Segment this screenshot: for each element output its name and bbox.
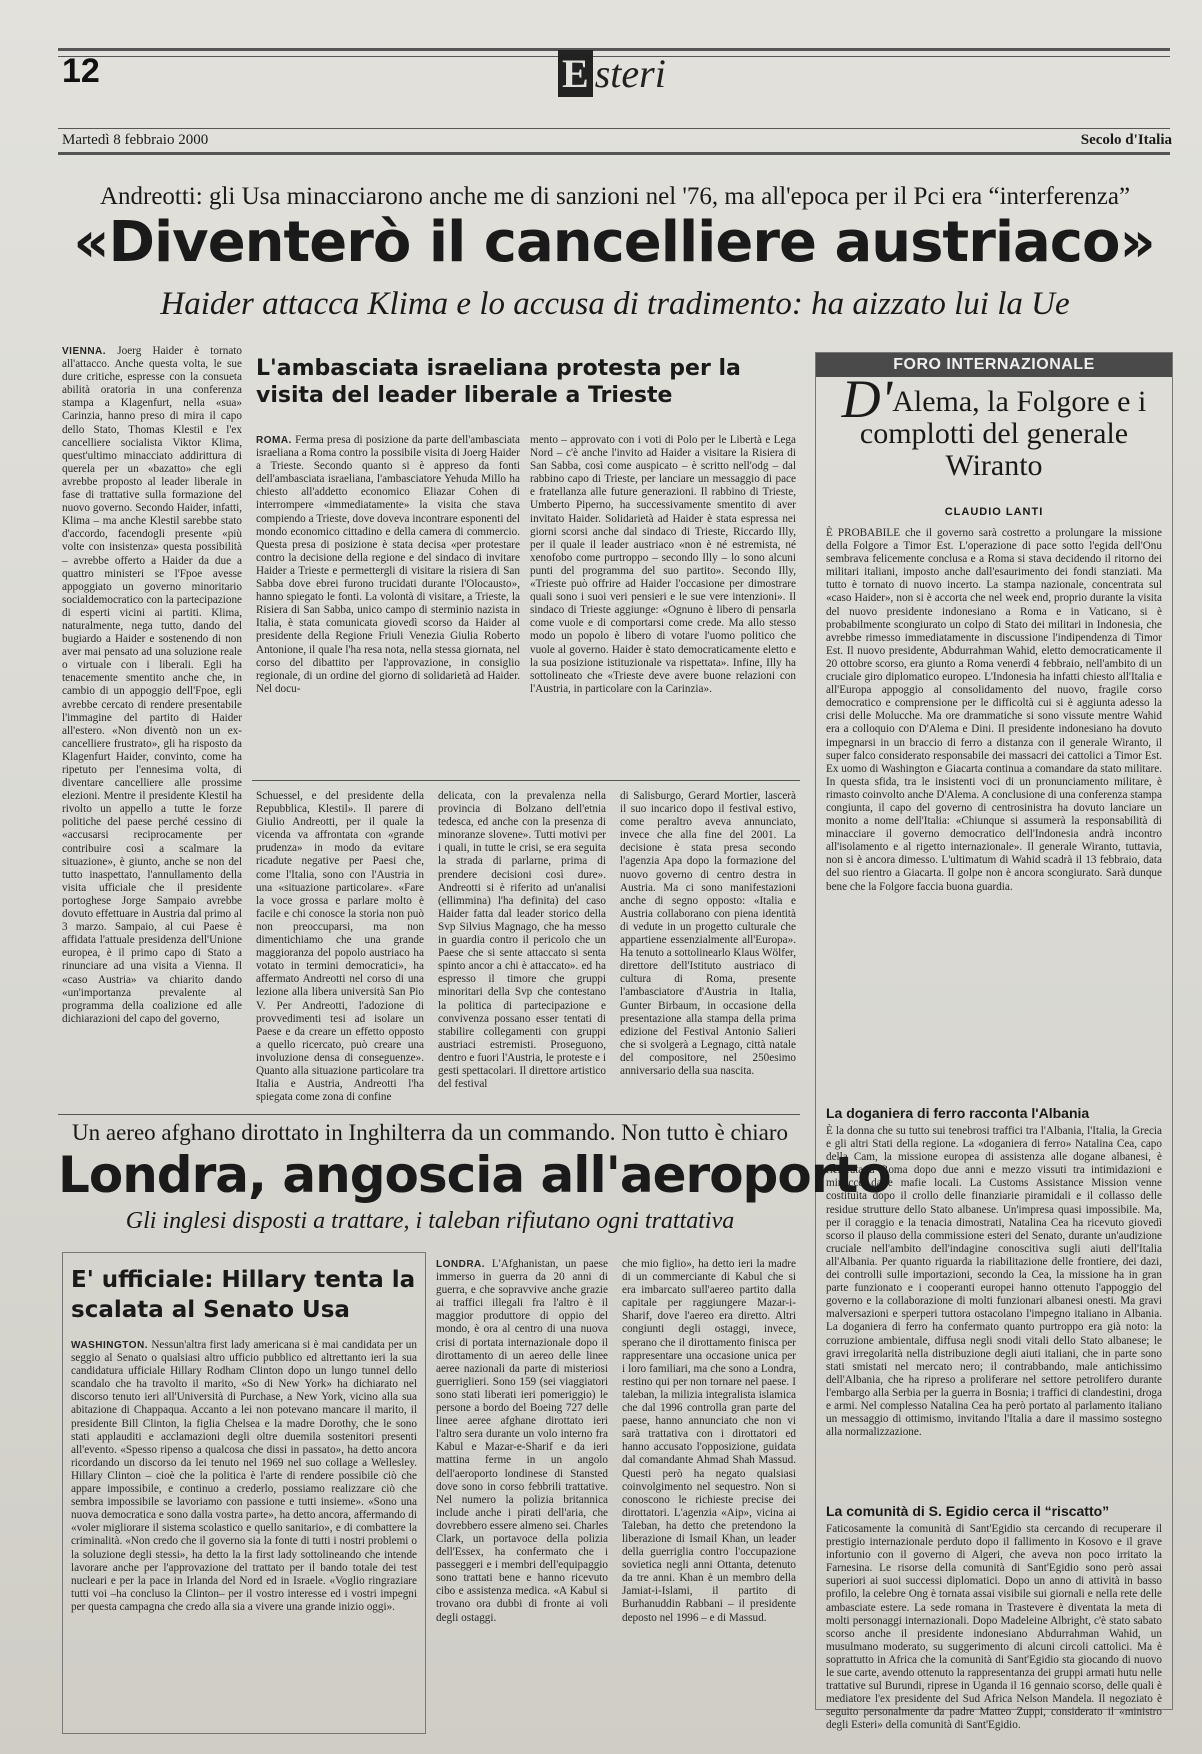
foro-label: FORO INTERNAZIONALE xyxy=(816,353,1172,377)
section-title xyxy=(558,50,666,97)
paper-name: Secolo d'Italia xyxy=(1080,132,1172,148)
londra-headline: Londra, angoscia all'aeroporto xyxy=(58,1146,891,1204)
issue-date: Martedì 8 febbraio 2000 xyxy=(62,132,209,148)
londra-kicker: Un aereo afghano dirottato in Inghilterra da un commando. Non tutto è chiaro xyxy=(72,1120,788,1145)
israel-col2-text: mento – approvato con i voti di Polo per le Libertà e Lega Nord – c'è anche l'invito ad Haider a visitare la Risiera di San Sabba, così come auspicato – è scritto nell'odg – dal rabbino capo di Trieste, per lanciare un messaggio di pace e fratellanza alle future generazioni. Il rabbino di Trieste, Umberto Piperno, ha successivamente smentito di aver invitato Haider. Solidarietà ad Haider è stata espressa nei giorni scorsi anche dal sindaco di Trieste, Riccardo Illy, per il quale il leader austriaco «non è né estremista, né xenofobo come purtroppo – secondo Illy – lo sono alcuni punti del programma del suo partito». Secondo Illy, «Trieste può offrire ad Haider l'occasione per dimostrare quali sono i suoi veri pensieri e le sue vere intenzioni». Il sindaco di Trieste aggiunge: «Ognuno è libero di pensarla come vuole e di comportarsi come crede. Ma allo stesso modo un popolo è libero di votare l'uomo politico che vuole al governo. Haider è stato democraticamente eletto e la sua posizione istituzionale va rispettata». Infine, Illy ha sottolineato che «Trieste deve avere buone relazioni con l'Austria, in particolare con la Carinzia». xyxy=(530,434,796,695)
hillary-text: Nessun'altra first lady americana si è mai candidata per un seggio al Senato o qualsiasi altro ufficio pubblico ed altrettanto ieri la sua candidatura ufficiale Hillary Rodham Clinton dopo un lungo tunnel dello scandalo che ha travolto il marito, «So di New York» ha dichiarato nel discorso tenuto ieri all'Università di Purchase, a New York, vicino alla sua abitazione di Chappaqua. Accanto a lei non potevano mancare il marito, il presidente Bill Clinton, la figlia Chelsea e la madre Dorothy, che le sono stati applauditi e acclamazioni degli oltre duemila sostenitori presenti all'evento. «Spesso ripenso a qualcosa che dissi in passato», ha detto ancora ricordando un discorso da lei tenuto nel 1969 nel suo collage a Wellesley. Hillary Clinton – cioè che la politica è l'arte di rendere possibile ciò che appare impossibile, e continuo a crederlo, possiamo realizzare ciò che sembra impossibile se lavoriamo con passione e tutti insieme». «Sono una nuova democratica e sono dalla vostra parte», ha detto ancora, affermando di «voler migliorare il sistema scolastico e quello sanitario», e di combattere la criminalità. «Non credo che il governo sia la fonte di tutti i nostri problemi o la soluzione degli stessi», ha detto la la first lady sottolineando che intende lavorare anche per l'approvazione del trattato per il bando totale dei test nucleari e per la pace in Irlanda del Nord ed in Israele. «Voglio ringraziare tutti voi –ha concluso la Clinton– per il vostro interesse ed i vostri impegni per questa campagna che credo alla sia a vivere una grande inizio oggi». xyxy=(71,1339,417,1613)
section-rest: steri xyxy=(594,51,666,96)
col1-text: Joerg Haider è tornato all'attacco. Anche questa volta, le sue dure critiche, espresse con la consueta abilità oratoria in una conferenza stampa a Klagenfurt, nella «sua» Carinzia, hanno preso di mira il capo dello Stato, Thomas Klestil e l'ex cancelliere socialista Viktor Klima, quest'ultimo minacciato addirittura di querela per un «bazatto» che egli avrebbe proposto al leader liberale in fase di trattative sulla formazione del nuovo governo. Secondo Haider, infatti, Klima – ma anche Klestil sarebbe stato d'accordo, facendogli presente «più volte con insistenza» questa possibilità – avrebbe offerto a Haider da due a quattro ministeri se l'Fpoe avesse appoggiato un governo minoritario socialdemocratico con la partecipazione di esperti vicini ai partiti. Klima, naturalmente, nega tutto, dando del bugiardo a Haider e sostenendo di non aver mai pensato ad una soluzione reale o virtuale con i liberali. Egli ha tenacemente smentito anche che, in cambio di un appoggio dell'Fpoe, egli avrebbe cercato di rendere presentabile l'immagine del partito di Haider all'estero. «Non diventò non un ex-cancelliere frustrato», gli ha risposto da Klagenfurt Haider, convinto, come ha ripetuto per l'ennesima volta, di diventare cancelliere alle prossime elezioni. Mentre il presidente Klestil ha rivolto un appello a tutte le forze politiche del paese perché cessino di «accusarsi reciprocamente per contribuire così a scalmare la situazione», è giunto, anche se non del tutto inaspettato, l'annullamento della visita ufficiale che il presidente portoghese Jorge Sampaio avrebbe dovuto effettuare in Austria dal primo al 3 marzo. Sampaio, al cui Paese è affidata l'attuale presidenza dell'Unione europea, è il primo capo di Stato a rinunciare ad una visita a Vienna. Il «caso Austria» va chiarito dando «un'importanza prevalente al programma della coalizione ed alle dichiarazioni del capo del governo, xyxy=(62,345,242,1025)
col4-text: di Salisburgo, Gerard Mortier, lascerà il suo incarico dopo il festival estivo, come peraltro aveva annunciato, invece che alla fine del 2001. La decisione è stata presa secondo l'agenzia Apa dopo la formazione del nuovo governo di centro destra in Austria. Ma ci sono manifestazioni anche di segno opposto: «Italia e Austria collaborano con piena identità di vedute in un progetto culturale che appartiene essenzialmente all'Europa». Ha tenuto a sottolinearlo Klaus Wölfer, direttore dell'Istituto austriaco di cultura di Roma, presente l'ambasciatore d'Austria in Italia, Gunter Birbaum, in occasione della presentazione alla stampa della prima edizione del Festival Antonio Salieri che si svolgerà a Legnago, città natale del compositore, nel 250esimo anniversario della sua nascita. xyxy=(620,790,796,1077)
israel-headline: L'ambasciata israeliana protesta per la visita del leader liberale a Trieste xyxy=(256,356,741,408)
main-article-col2 xyxy=(256,790,424,1108)
egidio-headline: La comunità di S. Egidio cerca il “riscatto” xyxy=(826,1503,1110,1519)
hillary-headline: E' ufficiale: Hillary tenta la scalata al Senato Usa xyxy=(71,1267,416,1323)
page-number: 12 xyxy=(62,52,100,90)
col3-text: delicata, con la prevalenza nella provincia di Bolzano dell'etnia tedesca, ed anche con la presenza di minoranze slovene». Tutti motivi per i quali, in tutte le crisi, se era seguita la strada di parlarne, prima di prendere decisioni così dure». Andreotti si è riferito ad un'analisi (ellimmina) l'ha definita) del caso Haider fatta dal leader storico della Svp Silvius Magnago, che ha messo in guardia contro il pericolo che un Paese che si sente attaccato si senta spinto ancor a chi è attaccato». ed ha espresso il timore che gruppi minoritari della Svp che contestano la politica di partecipazione e convivenza possano esser tentati di stabilire collegamenti con gruppi austriaci estremisti. Proseguono, dentro e fuori l'Austria, le proteste e i gesti spettacolari. Il direttore artistico del festival xyxy=(438,790,606,1091)
dalema-body xyxy=(826,527,1162,1095)
main-kicker: Andreotti: gli Usa minacciarono anche me di sanzioni nel '76, ma all'epoca per il Pci era “interferenza” xyxy=(99,183,1131,210)
israel-col1-text: Ferma presa di posizione da parte dell'ambasciata israeliana a Roma contro la possibile visita di Joerg Haider a Trieste. Secondo quanto si è appreso da fonti dell'ambasciata israeliana, l'ambasciatore Yehuda Millo ha chiesto all'addetto economico Eliazar Cohen di interrompere «immediatamente» la visita che stava compiendo a Trieste, dove doveva incontrare esponenti del mondo economico cittadino e della camera di commercio. Questa presa di posizione è stata decisa «per protestare contro la decisione della regione e del sindaco di invitare Haider a Trieste e permettergli di visitare la risiera di San Sabba dove ebrei furono trucidati durante l'Olocausto», hanno spiegato le fonti. La volontà di visitare, a Trieste, la Risiera di San Sabba, unico campo di sterminio nazista in Italia, è stata comunicata giovedì scorso da Haider al presidente della Regione Friuli Venezia Giulia Roberto Antonione, il quale l'ha resa nota, nella stessa giornata, nel corso del dibattito per l'approvazione, in consiglio regionale, di un ordine del giorno di solidarietà ad Haider. Nel docu- xyxy=(256,434,520,695)
londra-col1-text: L'Afghanistan, un paese immerso in guerra da 20 anni di guerra, e che sopravvive anche grazie ai traffici illegali fra l'altro è il maggior produttore di oppio del mondo, è ora al centro di una nuova crisi di portata internazionale dopo il dirottamento di un aereo delle linee aeree nazionali da parte di misteriosi guerriglieri. Sono 159 (sei viaggiatori sono stati liberati ieri pomeriggio) le persone a bordo del Boeing 727 delle linee aeree afghane dirottato ieri l'altro sera durante un volo interno fra Kabul e Mazar-e-Sharif e da ieri mattina ferme in un angolo dell'aeroporto londinese di Stansted dove sono in corso febbrili trattative. Nel numero la polizia britannica include anche i pirati dell'aria, che dovrebbero essere almeno sei. Charles Clark, un portavoce della polizia dell'Essex, ha confermato che i passeggeri e i membri dell'equipaggio sono trattati bene e hanno ricevuto cibo e assistenza medica. «A Kabul si trovano ora dubbi di fronte ai voli degli ostaggi. xyxy=(436,1258,608,1624)
main-article-col4 xyxy=(620,790,796,1108)
dalema-headline xyxy=(822,369,1166,482)
israel-col2 xyxy=(530,434,796,768)
hillary-dateline: WASHINGTON. xyxy=(71,1340,148,1351)
albania-text: È la donna che su tutto sui tenebrosi traffici tra l'Albania, l'Italia, la Grecia e gli altri Stati della regione. La «doganiera di ferro» Natalina Cea, capo della Cam, la missione europea di assistenza alle dogane albanesi, è rientrata a Roma dopo due anni e mezzo vissuti tra intimidazioni e minacce dalle mafie locali. La Customs Assistance Mission venne costituita dopo il crollo delle finanziarie piramidali e il collasso delle residue strutture dello Stato albanese. Un'impresa quasi impossibile. Ma, per il coraggio e la tenacia dimostrati, Natalina Cea ha ricevuto giovedì scorso il plauso della commissione esteri del Senato, durante un'audizione cruciale nell'ambito dell'indagine conoscitiva sugli aiuti dell'Italia all'Albania. Per quanto riguarda la riabilitazione delle frontiere, dei dazi, dei controlli sulle importazioni, secondo la Cea, la missione ha in gran parte funzionato e i cooperanti europei hanno ottenuto l'appoggio del governo e la collaborazione di molti funzionari albanesi onesti. Ma gravi malversazioni e sperperi tuttora ostacolano l'impegno italiano in Albania. La doganiera di ferro ha confermato quanto purtroppo era già noto: la corruzione ambientale, diffusa negli snodi vitali dello Stato albanese; le gravi irregolarità nella distribuzione degli aiuti italiani, che in parte sono stati smistati nel mercato nero; il contrabbando, male antichissimo dell'Albania, che ha ripreso a proliferare nel settore petrolifero durante l'embargo alla Serbia per la guerra in Bosnia; i traffici di clandestini, droga e armi. Nel complesso Natalina Cea ha però portato al parlamento italiano un messaggio di ottimismo, invitando l'Italia a dare il massimo sostegno alla normalizzazione. xyxy=(826,1125,1162,1439)
londra-rule xyxy=(58,1114,800,1115)
dateline: VIENNA. xyxy=(62,346,107,357)
egidio-body xyxy=(826,1523,1162,1732)
header-rule-bottom xyxy=(58,152,1170,155)
israel-col1 xyxy=(256,434,520,768)
author-byline: CLAUDIO LANTI xyxy=(944,506,1044,518)
hillary-body xyxy=(71,1339,417,1727)
col2-text: Schuessel, e del presidente della Repubblica, Klestil». Il parere di Giulio Andreotti, per il quale la vicenda va affrontata con «grande prudenza» in modo da evitare ricadute negative per Paesi che, come l'Italia, sono con l'Austria in una «situazione particolare». «Fare la voce grossa e parlare molto è facile e chi conosce la storia non può non preoccuparsi, ma non dimentichiamo che una grande maggioranza del popolo austriaco ha votato in termini democratici», ha affermato Andreotti nel corso di una lezione alla libera università San Pio V. Per Andreotti, l'adozione di provvedimenti tesi ad isolare un Paese e da creare un effetto opposto a quello ricercato, può creare una involuzione densa di conseguenze». Quanto alla situazione particolare tra Italia e Austria, Andreotti l'ha spiegata come zona di confine xyxy=(256,790,424,1104)
main-subheadline: Haider attacca Klima e lo accusa di tradimento: ha aizzato lui la Ue xyxy=(160,286,1070,322)
dalema-title-rest: Alema, la Folgore e i complotti del generale Wiranto xyxy=(859,385,1147,482)
londra-subheadline: Gli inglesi disposti a trattare, i taleban rifiutano ogni trattativa xyxy=(125,1208,735,1234)
hillary-box xyxy=(62,1252,426,1734)
londra-dateline: LONDRA. xyxy=(436,1259,486,1270)
londra-col2 xyxy=(622,1258,796,1732)
israel-box-bottom xyxy=(252,780,800,781)
londra-col2-text: che mio figlio», ha detto ieri la madre di un commerciante di Kabul che si era imbarcato sull'aereo partito dalla capitale per raggiungere Mazar-i-Sharif, dove l'aereo era diretto. Altri congiunti degli ostaggi, invece, sperano che il dirottamento finisca per rappresentare una occasione unica per i loro familiari, ma che sono a Londra, restino qui per non tornare nel paese. I taleban, la milizia integralista islamica che dal 1996 controlla gran parte del paese, hanno annunciato che non vi sarà trattativa con i dirottatori ed hanno accusato l'opposizione, guidata dal comandante Ahmad Shah Massud. Questi però ha negato qualsiasi coinvolgimento nel sequestro. Non si conoscono le richieste precise dei dirottatori. L'agenzia «Aip», vicina ai Taleban, ha detto che pretendono la liberazione di Ismail Khan, un leader della guerriglia contro l'occupazione sovietica negli anni Ottanta, detenuto da tre anni. Khan è un membro della Jamiat-i-Islami, il partito di Burhanuddin Rabbani – il presidente deposto nel 1996 – e di Massud. xyxy=(622,1258,796,1624)
dalema-initial: D' xyxy=(841,369,893,429)
dalema-text: È PROBABILE che il governo sarà costretto a prolungare la missione della Folgore a Timor Est. L'operazione di pace sotto l'egida dell'Onu sembrava felicemente conclusa e a Roma si stava decidendo il ritorno dei militari italiani, imposto anche dall'esaurimento dei fondi stanziati. Ma tutto è tornato di nuovo incerto. La stampa nazionale, concentrata sul «caso Haider», non si è accorta che nel week end, proprio durante la visita del nuovo presidente indonesiano a Roma e in Vaticano, si è probabilmente scongiurato un colpo di Stato dei militari in Indonesia, che avrebbe rimesso immediatamente in discussione l'indipendenza di Timor Est. Il nuovo presidente, Abdurrahman Wahid, eletto democraticamente il 20 ottobre scorso, era giunto a Roma venerdì 4 febbraio, nell'ambito di un cruciale giro diplomatico europeo. L'Indonesia ha infatti chiesto all'Italia e all'Europa appoggio al consolidamento del nuovo, fragile corso democratico e comprensione per le difficoltà cui si è aggiunta adesso la crisi delle Molucche. Ma ore drammatiche si sono vissute mentre Wahid era a colloquio con D'Alema e Dini. Il presidente indonesiano ha dovuto impegnarsi in un braccio di ferro a distanza con il generale Wiranto, il super falco considerato responsabile dei massacri dei cattolici a Timor Est. Ex uomo di Washington e Giacarta continua a comandare da stato militare. In questa sfida, tra le insistenti voci di un pronunciamento militare, è rimasto coinvolto anche D'Alema. A conclusione di una conferenza stampa congiunta, il capo del governo di centrosinistra ha dovuto lanciare un monito a nome dell'Italia: «Chiunque si assumerà la responsabilità di minacciare il governo democratico dell'Indonesia andrà incontro all'isolamento e al rigetto internazionale». Il generale Wiranto, tuttavia, non si è ancora dimesso. L'ultimatum di Wahid scadrà il 13 febbraio, data del suo rientro a Giacarta. Il golpe non è ancora scongiurato. Sarà dunque bene che la Folgore faccia buona guardia. xyxy=(826,527,1162,893)
section-initial: E xyxy=(558,50,593,97)
main-article-col1 xyxy=(62,345,242,1107)
main-headline: «Diventerò il cancelliere austriaco» xyxy=(73,210,1155,275)
israel-dateline: ROMA. xyxy=(256,435,292,446)
albania-headline: La doganiera di ferro racconta l'Albania xyxy=(826,1105,1090,1121)
londra-col1 xyxy=(436,1258,608,1732)
main-article-col3 xyxy=(438,790,606,1108)
egidio-text: Faticosamente la comunità di Sant'Egidio sta cercando di recuperare il prestigio internazionale perduto dopo il fallimento in Kosovo e il grave infortunio con il governo di Algeri, che aveva non poco irritato la Farnesina. Le risorse della comunità di Sant'Egidio sono però assai superiori ai suoi successi diplomatici. Dopo un anno di attività in basso profilo, la celebre Ong è tornata assai visibile sui giornali e nella rete delle ambasciate estere. La sede romana in Trastevere è diventata la meta di molti personaggi internazionali. Dopo Madeleine Albright, c'è stato sabato scorso anche il presidente indonesiano Abdurrahman Wahid, un musulmano moderato, su suggerimento di alcuni circoli cattolici. Ma è soprattutto in Africa che la comunità di Sant'Egidio sta giocando di nuovo le sue carte, avendo ottenuto la rappresentanza dei gruppi armati hutu nelle trattative sul Burundi, riprese in Uganda il 16 gennaio scorso, delle quali è mediatore l'ex presidente del Sud Africa Nelson Mandela. Il negoziato è seguito personalmente da padre Matteo Zuppi, considerato il «ministro degli Esteri» della comunità di Sant'Egidio. xyxy=(826,1523,1162,1732)
foro-internazionale-sidebar xyxy=(815,352,1173,1732)
header-rule xyxy=(58,128,1170,129)
